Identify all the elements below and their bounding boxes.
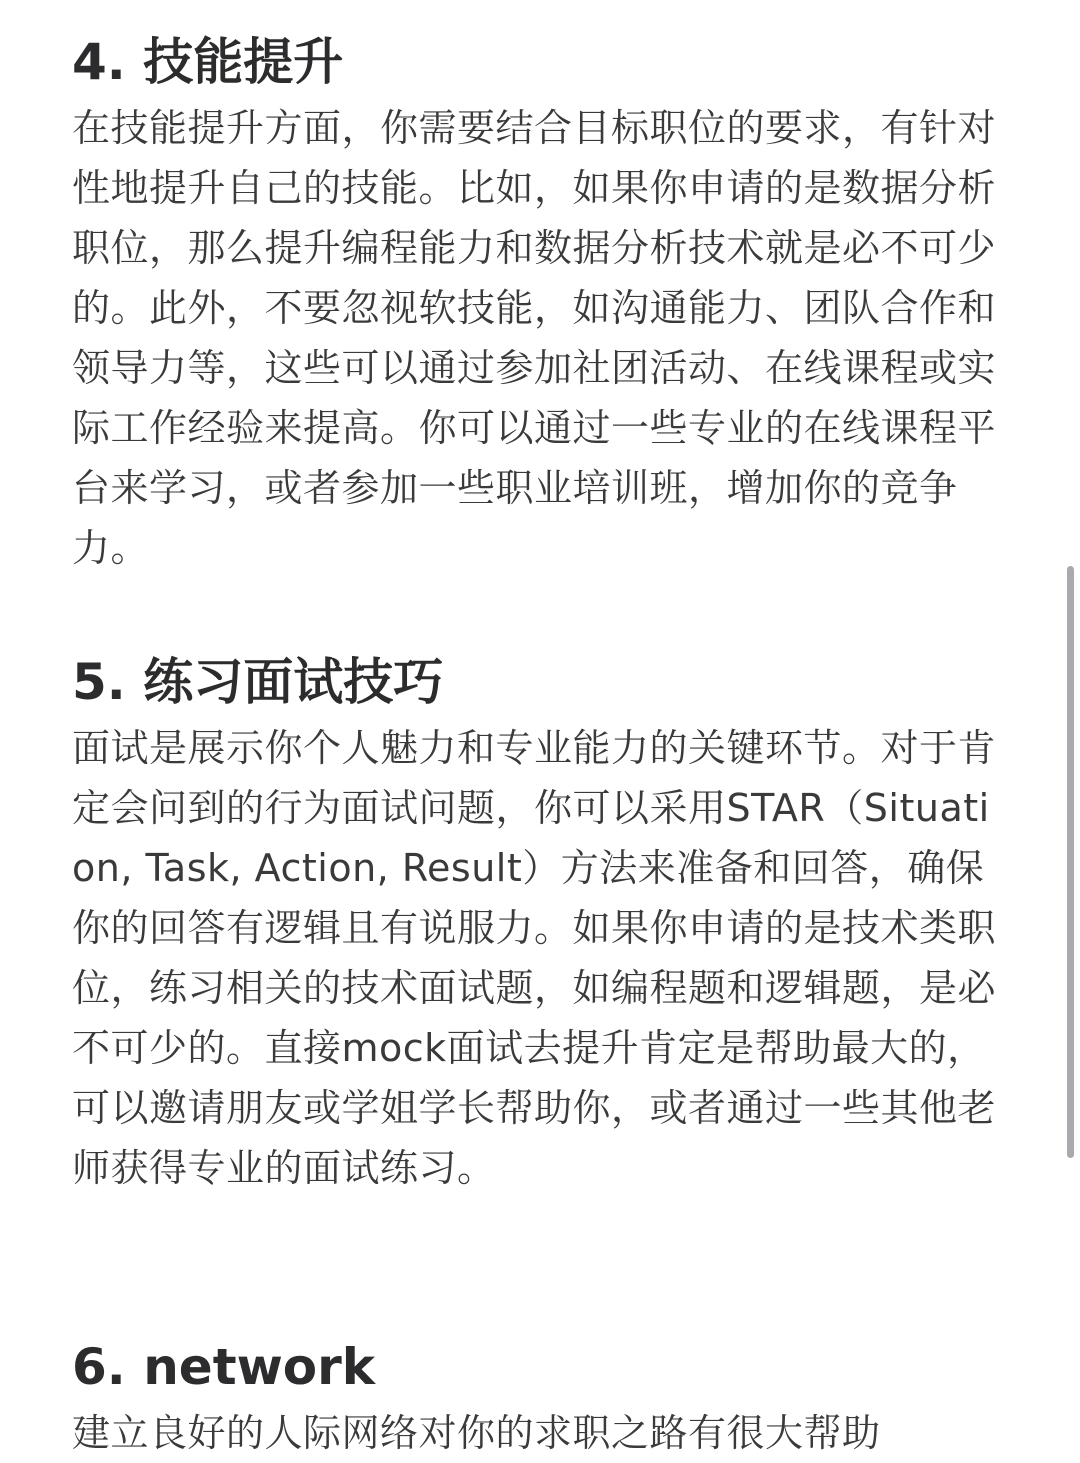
section-skill-improvement	[72, 28, 1012, 648]
vertical-scrollbar[interactable]	[1067, 566, 1074, 1158]
section-network	[72, 1333, 1012, 1463]
section-interview-practice	[72, 648, 1012, 1333]
article-content	[72, 28, 1012, 1463]
section-heading: 4. 技能提升	[72, 33, 344, 91]
section-paragraph: 面试是展示你个人魅力和专业能力的关键环节。对于肯定会问到的行为面试问题，你可以采用STAR（Situation, Task, Action, Result）方法来准备和回答，确保你的回答有逻辑且有说服力。如果你申请的是技术类职位，练习相关的技术面试题，如编程题和逻辑题，是必不可少的。直接mock面试去提升肯定是帮助最大的，可以邀请朋友或学姐学长帮助你，或者通过一些其他老师获得专业的面试练习。	[72, 726, 997, 1190]
section-heading: 5. 练习面试技巧	[72, 653, 444, 711]
section-paragraph: 建立良好的人际网络对你的求职之路有很大帮助	[72, 1411, 881, 1455]
section-heading: 6. network	[72, 1338, 376, 1396]
section-paragraph: 在技能提升方面，你需要结合目标职位的要求，有针对性地提升自己的技能。比如，如果你申请的是数据分析职位，那么提升编程能力和数据分析技术就是必不可少的。此外，不要忽视软技能，如沟通能力、团队合作和领导力等，这些可以通过参加社团活动、在线课程或实际工作经验来提高。你可以通过一些专业的在线课程平台来学习，或者参加一些职业培训班，增加你的竞争力。	[72, 106, 997, 570]
